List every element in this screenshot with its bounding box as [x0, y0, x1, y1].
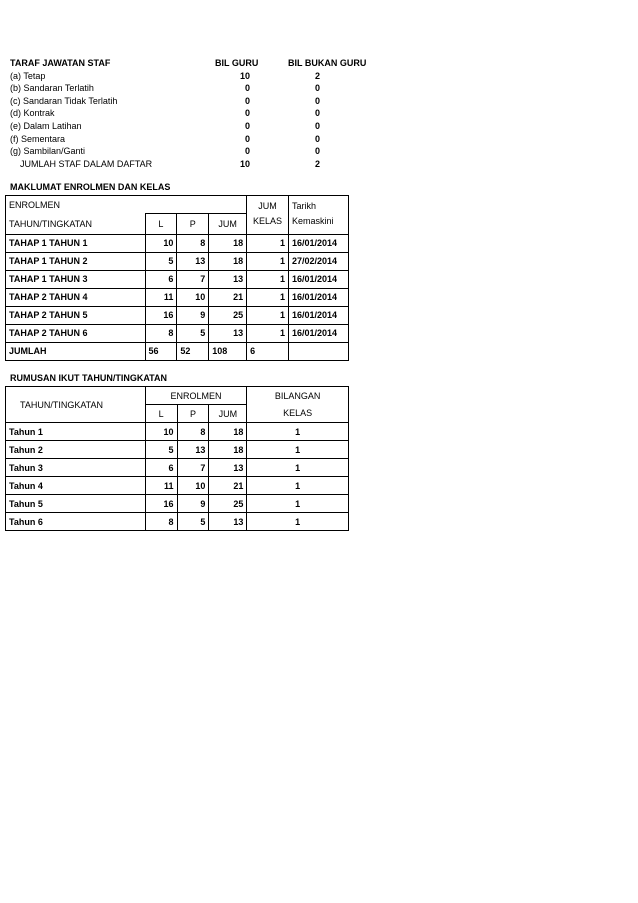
- staff-total-guru: 10: [239, 158, 250, 169]
- enrolment-row-name: TAHAP 2 TAHUN 4: [6, 288, 146, 306]
- enrolment-col-tahun: TAHUN/TINGKATAN: [6, 214, 146, 235]
- rumusan-table: [5, 386, 349, 531]
- rumusan-row-p: 10: [177, 477, 209, 495]
- staff-total-bukan-guru: 2: [314, 158, 320, 169]
- staff-header: [10, 57, 390, 70]
- rumusan-row-jum: 13: [209, 459, 247, 477]
- enrolment-row-jum: 13: [209, 324, 247, 342]
- enrolment-head-tarikh-1: Tarikh: [292, 201, 317, 211]
- enrolment-head-jum-kelas: [247, 196, 289, 235]
- enrolment-head-tarikh: [289, 196, 349, 235]
- enrolment-row-kelas: 1: [247, 324, 289, 342]
- rumusan-head-bilangan: BILANGAN: [247, 387, 349, 405]
- staff-row-bukan-guru: 0: [314, 146, 320, 157]
- enrolment-total-tarikh: [289, 342, 349, 360]
- enrolment-total-label: JUMLAH: [6, 342, 146, 360]
- enrolment-row-tarikh: 16/01/2014: [289, 234, 349, 252]
- staff-header-guru: BIL GURU: [215, 58, 259, 68]
- enrolment-row-jum: 25: [209, 306, 247, 324]
- enrolment-row-p: 8: [177, 234, 209, 252]
- rumusan-row-kelas: 1: [247, 441, 349, 459]
- rumusan-row-kelas: 1: [247, 513, 349, 531]
- enrolment-row-p: 10: [177, 288, 209, 306]
- enrolment-row: [6, 252, 349, 270]
- enrolment-row-kelas: 1: [247, 306, 289, 324]
- staff-row-bukan-guru: 0: [314, 108, 320, 119]
- staff-section: [10, 57, 390, 170]
- rumusan-row-name: Tahun 5: [6, 495, 146, 513]
- rumusan-row-name: Tahun 4: [6, 477, 146, 495]
- rumusan-row-l: 8: [145, 513, 177, 531]
- rumusan-row-name: Tahun 3: [6, 459, 146, 477]
- staff-row-bukan-guru: 2: [314, 70, 320, 81]
- enrolment-row-p: 7: [177, 270, 209, 288]
- rumusan-row: [6, 513, 349, 531]
- rumusan-row-jum: 18: [209, 441, 247, 459]
- staff-row: [10, 70, 390, 83]
- staff-row: [10, 133, 390, 146]
- rumusan-row-l: 5: [145, 441, 177, 459]
- enrolment-head-kelas: KELAS: [253, 216, 283, 226]
- enrolment-row-p: 5: [177, 324, 209, 342]
- rumusan-row-l: 10: [145, 423, 177, 441]
- rumusan-title: RUMUSAN IKUT TAHUN/TINGKATAN: [10, 373, 167, 383]
- staff-row-guru: 0: [244, 146, 250, 157]
- rumusan-row-kelas: 1: [247, 495, 349, 513]
- enrolment-row-l: 11: [145, 288, 177, 306]
- rumusan-row-l: 11: [145, 477, 177, 495]
- rumusan-row-kelas: 1: [247, 477, 349, 495]
- enrolment-row: [6, 234, 349, 252]
- rumusan-row-name: Tahun 2: [6, 441, 146, 459]
- enrolment-col-jum: JUM: [209, 214, 247, 235]
- rumusan-row-kelas: 1: [247, 459, 349, 477]
- staff-row-bukan-guru: 0: [314, 95, 320, 106]
- staff-row-guru: 0: [244, 133, 250, 144]
- enrolment-row-l: 8: [145, 324, 177, 342]
- staff-row-label: (b) Sandaran Terlatih: [10, 83, 94, 94]
- rumusan-row-jum: 25: [209, 495, 247, 513]
- enrolment-row-kelas: 1: [247, 288, 289, 306]
- enrolment-row: [6, 324, 349, 342]
- staff-row-bukan-guru: 0: [314, 120, 320, 131]
- rumusan-row-p: 7: [177, 459, 209, 477]
- rumusan-row-l: 16: [145, 495, 177, 513]
- enrolment-col-l: L: [145, 214, 177, 235]
- enrolment-head-tarikh-2: Kemaskini: [292, 216, 334, 226]
- enrolment-total-l: 56: [145, 342, 177, 360]
- enrolment-col-p: P: [177, 214, 209, 235]
- staff-row-guru: 0: [244, 95, 250, 106]
- staff-header-label: TARAF JAWATAN STAF: [10, 58, 111, 68]
- enrolment-row: [6, 288, 349, 306]
- staff-row-guru: 10: [239, 70, 250, 81]
- enrolment-row-name: TAHAP 1 TAHUN 1: [6, 234, 146, 252]
- staff-row-label: (d) Kontrak: [10, 108, 55, 119]
- enrolment-row-tarikh: 16/01/2014: [289, 306, 349, 324]
- enrolment-row-jum: 18: [209, 234, 247, 252]
- enrolment-total-p: 52: [177, 342, 209, 360]
- staff-row: [10, 95, 390, 108]
- enrolment-row-tarikh: 27/02/2014: [289, 252, 349, 270]
- staff-row-bukan-guru: 0: [314, 83, 320, 94]
- rumusan-row: [6, 459, 349, 477]
- enrolment-row-l: 16: [145, 306, 177, 324]
- rumusan-row: [6, 495, 349, 513]
- staff-row: [10, 107, 390, 120]
- staff-total-label: JUMLAH STAF DALAM DAFTAR: [20, 158, 153, 169]
- enrolment-row: [6, 270, 349, 288]
- rumusan-row: [6, 477, 349, 495]
- enrolment-row: [6, 306, 349, 324]
- enrolment-row-l: 5: [145, 252, 177, 270]
- enrolment-row-kelas: 1: [247, 234, 289, 252]
- enrolment-row-tarikh: 16/01/2014: [289, 288, 349, 306]
- enrolment-head-enrolmen: ENROLMEN: [6, 196, 247, 214]
- staff-row-label: (a) Tetap: [10, 70, 46, 81]
- staff-row-guru: 0: [244, 108, 250, 119]
- rumusan-row-l: 6: [145, 459, 177, 477]
- rumusan-row-p: 5: [177, 513, 209, 531]
- enrolment-row-jum: 13: [209, 270, 247, 288]
- rumusan-head-kelas: KELAS: [247, 405, 349, 423]
- staff-row-guru: 0: [244, 120, 250, 131]
- rumusan-row-name: Tahun 1: [6, 423, 146, 441]
- enrolment-row-name: TAHAP 1 TAHUN 2: [6, 252, 146, 270]
- rumusan-col-tahun: TAHUN/TINGKATAN: [6, 387, 146, 423]
- staff-total-row: [10, 158, 390, 171]
- enrolment-row-jum: 18: [209, 252, 247, 270]
- rumusan-row-name: Tahun 6: [6, 513, 146, 531]
- enrolment-total-kelas: 6: [247, 342, 289, 360]
- rumusan-row-p: 9: [177, 495, 209, 513]
- enrolment-row-name: TAHAP 1 TAHUN 3: [6, 270, 146, 288]
- rumusan-col-l: L: [145, 405, 177, 423]
- enrolment-total-row: [6, 342, 349, 360]
- enrolment-row-p: 13: [177, 252, 209, 270]
- enrolment-title: MAKLUMAT ENROLMEN DAN KELAS: [10, 182, 171, 192]
- rumusan-row-jum: 21: [209, 477, 247, 495]
- staff-row-label: (e) Dalam Latihan: [10, 120, 82, 131]
- staff-row-label: (f) Sementara: [10, 133, 66, 144]
- rumusan-head-enrolmen: ENROLMEN: [145, 387, 247, 405]
- rumusan-row: [6, 441, 349, 459]
- enrolment-row-name: TAHAP 2 TAHUN 5: [6, 306, 146, 324]
- enrolment-total-jum: 108: [209, 342, 247, 360]
- staff-row-bukan-guru: 0: [314, 133, 320, 144]
- staff-row-label: (c) Sandaran Tidak Terlatih: [10, 95, 118, 106]
- rumusan-row-p: 13: [177, 441, 209, 459]
- rumusan-col-p: P: [177, 405, 209, 423]
- enrolment-row-l: 6: [145, 270, 177, 288]
- enrolment-row-p: 9: [177, 306, 209, 324]
- enrolment-row-jum: 21: [209, 288, 247, 306]
- enrolment-row-kelas: 1: [247, 252, 289, 270]
- rumusan-row: [6, 423, 349, 441]
- enrolment-head-jum: JUM: [258, 201, 277, 211]
- enrolment-row-kelas: 1: [247, 270, 289, 288]
- enrolment-row-name: TAHAP 2 TAHUN 6: [6, 324, 146, 342]
- staff-row-guru: 0: [244, 83, 250, 94]
- rumusan-row-jum: 13: [209, 513, 247, 531]
- enrolment-row-tarikh: 16/01/2014: [289, 324, 349, 342]
- staff-row: [10, 145, 390, 158]
- enrolment-table: [5, 195, 349, 361]
- staff-header-bukan-guru: BIL BUKAN GURU: [288, 58, 367, 68]
- staff-row-label: (g) Sambilan/Ganti: [10, 146, 86, 157]
- staff-row: [10, 82, 390, 95]
- staff-row: [10, 120, 390, 133]
- enrolment-row-tarikh: 16/01/2014: [289, 270, 349, 288]
- rumusan-row-p: 8: [177, 423, 209, 441]
- rumusan-row-jum: 18: [209, 423, 247, 441]
- rumusan-col-jum: JUM: [209, 405, 247, 423]
- enrolment-row-l: 10: [145, 234, 177, 252]
- rumusan-row-kelas: 1: [247, 423, 349, 441]
